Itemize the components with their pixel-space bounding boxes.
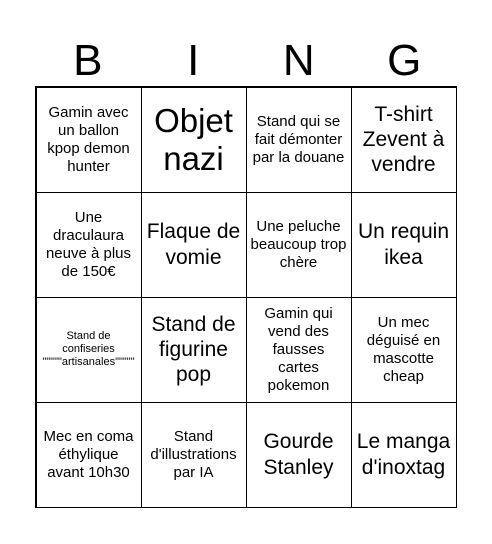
bingo-cell[interactable]: Gourde Stanley — [246, 402, 352, 508]
bingo-cell[interactable]: Gamin qui vend des fausses cartes pokemon — [246, 297, 352, 403]
bingo-header — [35, 36, 457, 86]
bingo-cell[interactable]: Un mec déguisé en mascotte cheap — [351, 297, 457, 403]
bingo-cell[interactable]: T-shirt Zevent à vendre — [351, 87, 457, 193]
header-letter-n: N — [282, 36, 315, 85]
header-letter-b: B — [73, 36, 103, 85]
bingo-cell[interactable]: Une draculaura neuve à plus de 150€ — [36, 192, 142, 298]
header-letter-i: I — [187, 36, 200, 85]
bingo-cell[interactable]: Stand de figurine pop — [141, 297, 247, 403]
bingo-grid — [35, 86, 457, 508]
header-letter-g: G — [387, 36, 422, 85]
bingo-cell[interactable]: Objet nazi — [141, 87, 247, 193]
bingo-cell[interactable]: Stand de confiseries """""artisanales""""" — [36, 297, 142, 403]
bingo-cell[interactable]: Le manga d'inoxtag — [351, 402, 457, 508]
bingo-cell[interactable]: Stand qui se fait démonter par la douane — [246, 87, 352, 193]
bingo-cell[interactable]: Mec en coma éthylique avant 10h30 — [36, 402, 142, 508]
bingo-cell[interactable]: Gamin avec un ballon kpop demon hunter — [36, 87, 142, 193]
bingo-cell[interactable]: Flaque de vomie — [141, 192, 247, 298]
bingo-cell[interactable]: Stand d'illustrations par IA — [141, 402, 247, 508]
bingo-cell[interactable]: Une peluche beaucoup trop chère — [246, 192, 352, 298]
bingo-cell[interactable]: Un requin ikea — [351, 192, 457, 298]
